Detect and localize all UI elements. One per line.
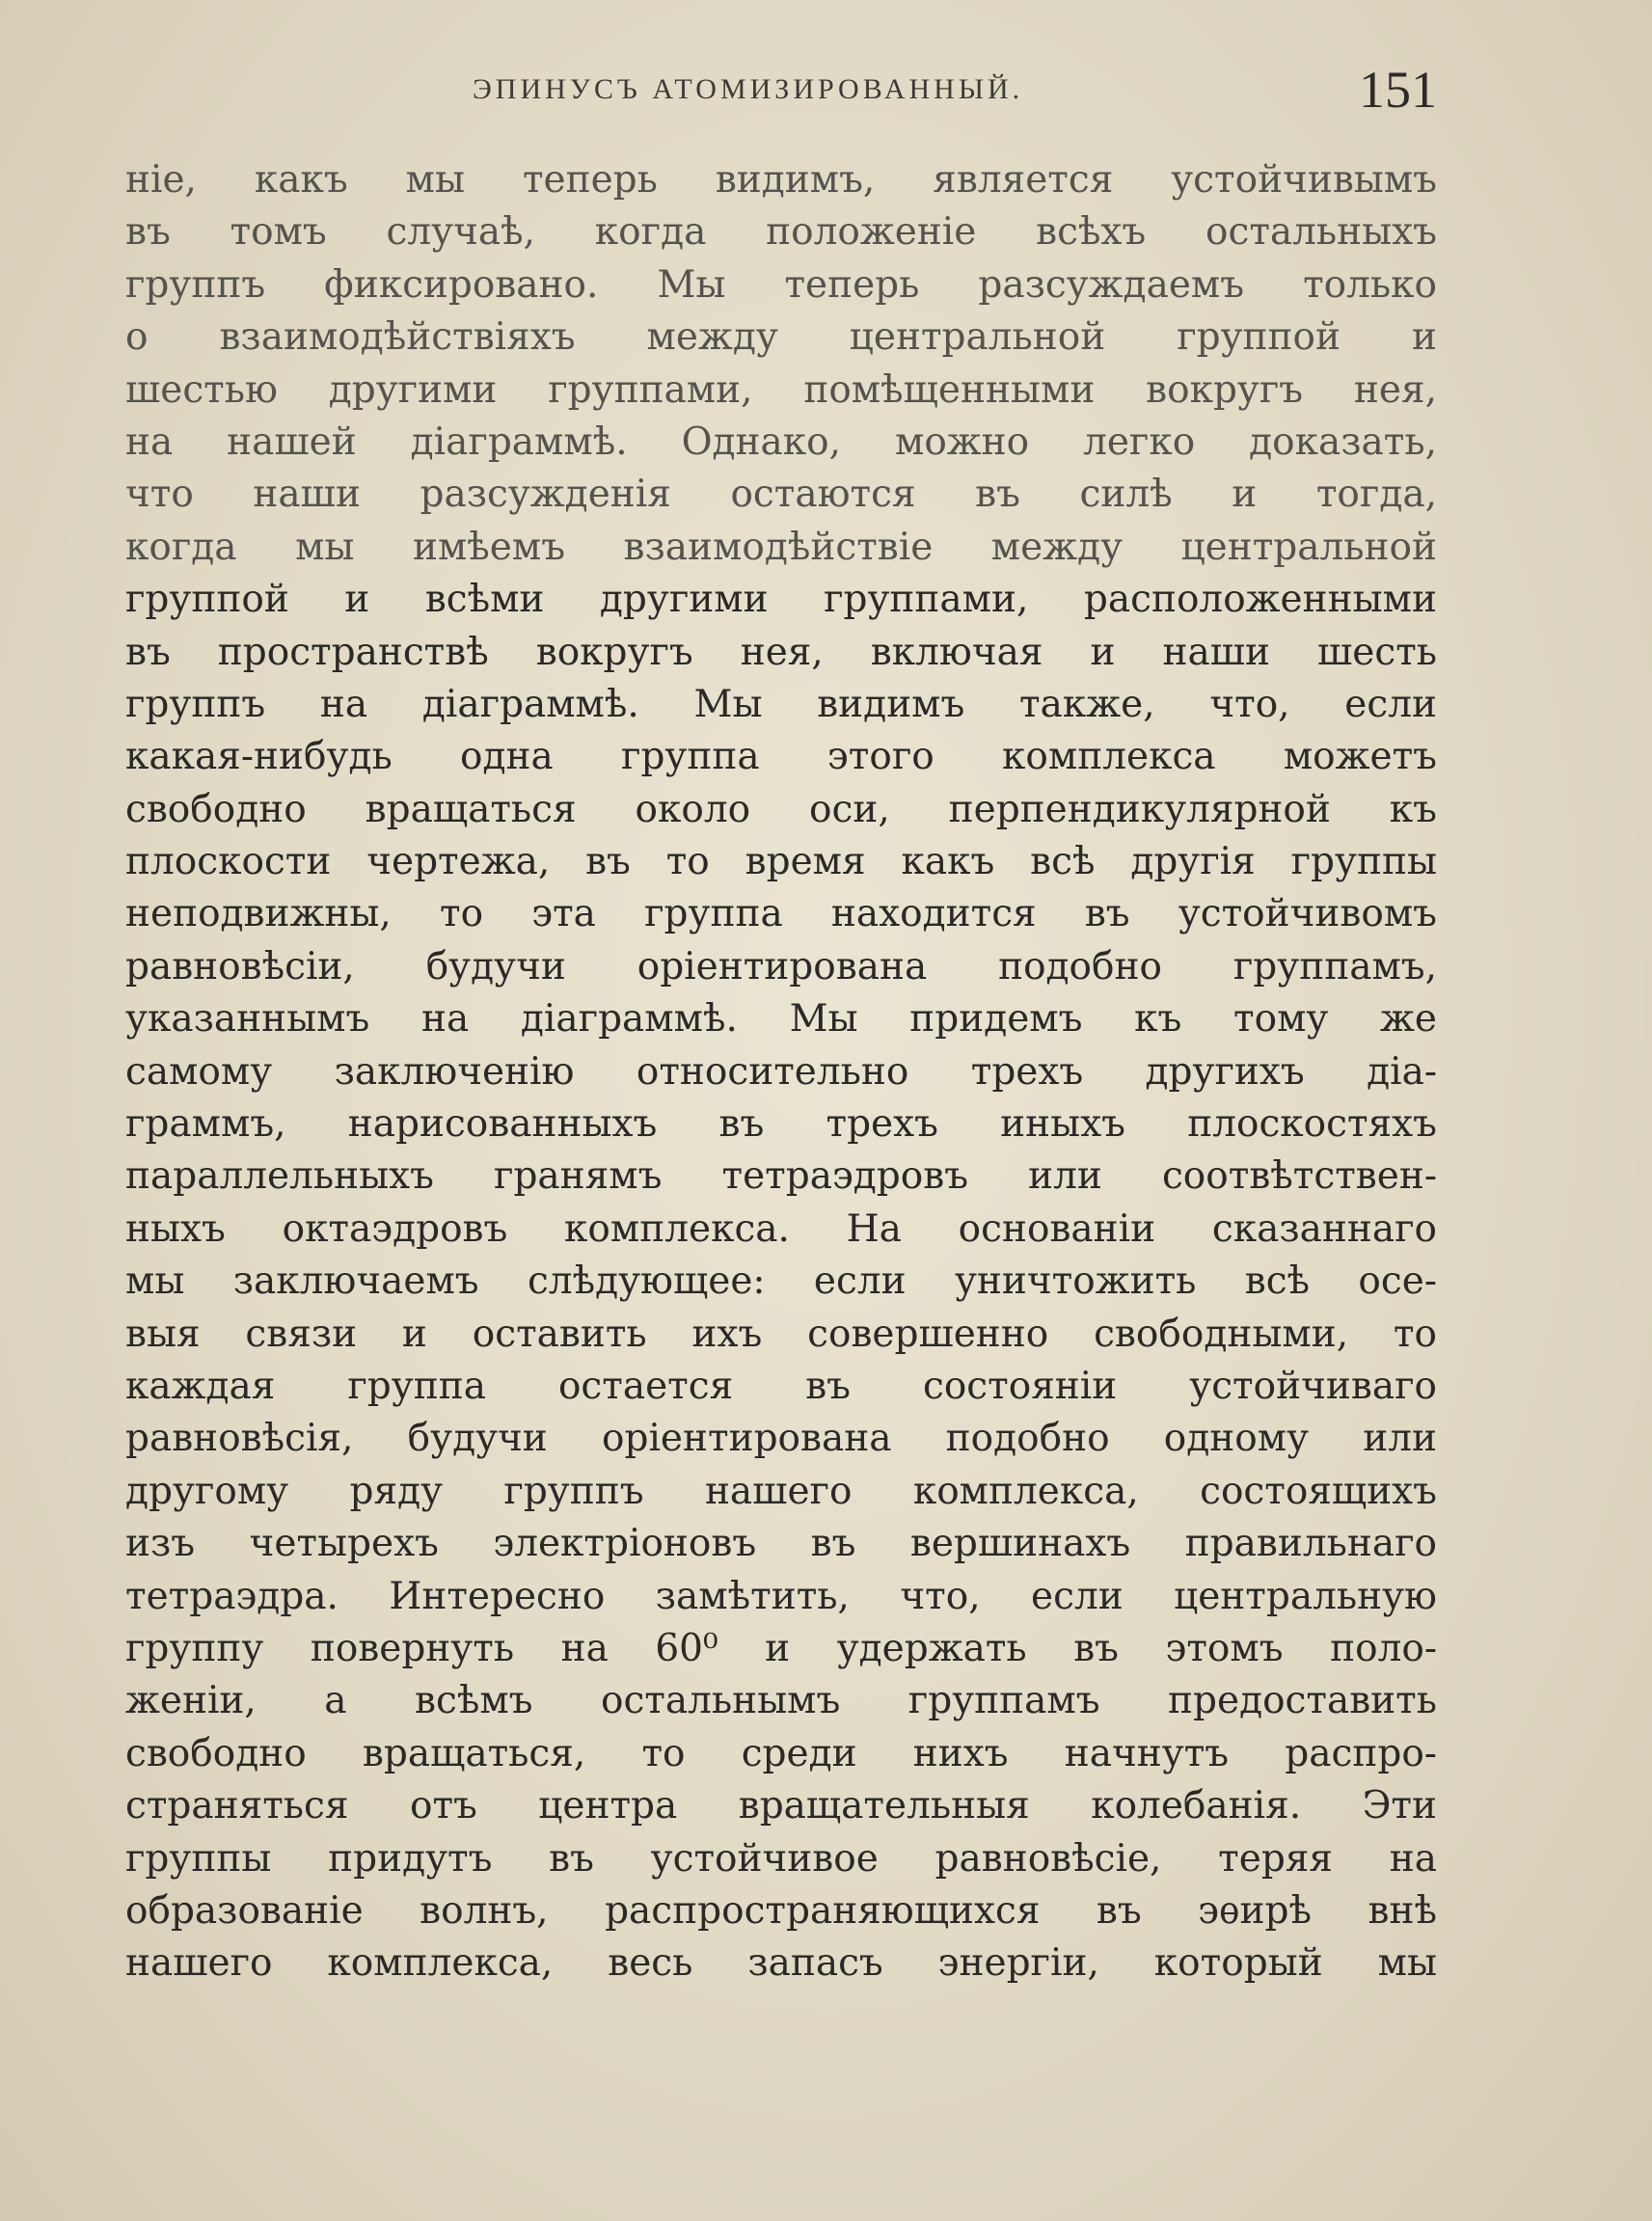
text-line: мы заключаемъ слѣдующее: если уничтожить всѣ осе-	[125, 1259, 1437, 1304]
text-line: ніе, какъ мы теперь видимъ, является устойчивымъ	[125, 158, 1437, 202]
text-line: образованіе волнъ, распространяющихся въ эѳирѣ внѣ	[125, 1888, 1437, 1933]
text-line: нашего комплекса, весь запасъ энергіи, который мы	[125, 1941, 1437, 1986]
text-line: въ томъ случаѣ, когда положеніе всѣхъ остальныхъ	[125, 210, 1437, 255]
text-line: выя связи и оставить ихъ совершенно свободными, то	[125, 1312, 1437, 1356]
text-line: что наши разсужденія остаются въ силѣ и тогда,	[125, 473, 1437, 517]
text-line: въ пространствѣ вокругъ нея, включая и наши шесть	[125, 630, 1437, 674]
text-line: шестью другими группами, помѣщенными вокругъ нея,	[125, 367, 1437, 412]
text-line: изъ четырехъ электріоновъ въ вершинахъ правильнаго	[125, 1522, 1437, 1566]
text-line: о взаимодѣйствіяхъ между центральной группой и	[125, 315, 1437, 360]
text-line: другому ряду группъ нашего комплекса, состоящихъ	[125, 1469, 1437, 1513]
text-line: страняться отъ центра вращательныя колебанія. Эти	[125, 1784, 1437, 1828]
page-number: 151	[1359, 61, 1437, 119]
running-head-title: ЭПИНУСЪ АТОМИЗИРОВАННЫЙ.	[473, 73, 1024, 105]
text-line: группъ фиксировано. Мы теперь разсуждаемъ только	[125, 262, 1437, 307]
text-line: группы придутъ въ устойчивое равновѣсіе, теряя на	[125, 1836, 1437, 1881]
text-line: равновѣсія, будучи оріентирована подобно одному или	[125, 1417, 1437, 1461]
text-line: на нашей діаграммѣ. Однако, можно легко доказать,	[125, 420, 1437, 464]
text-line: женіи, а всѣмъ остальнымъ группамъ предоставить	[125, 1679, 1437, 1723]
text-line: самому заключенію относительно трехъ другихъ діа-	[125, 1049, 1437, 1094]
running-head	[125, 60, 1437, 127]
text-line: параллельныхъ гранямъ тетраэдровъ или соотвѣтствен-	[125, 1154, 1437, 1199]
text-line: какая-нибудь одна группа этого комплекса можетъ	[125, 735, 1437, 779]
text-line: неподвижны, то эта группа находится въ устойчивомъ	[125, 892, 1437, 936]
text-line: группой и всѣми другими группами, расположенными	[125, 578, 1437, 622]
text-line: свободно вращаться, то среди нихъ начнутъ распро-	[125, 1731, 1437, 1775]
text-line: каждая группа остается въ состояніи устойчиваго	[125, 1364, 1437, 1408]
body-text	[125, 154, 1437, 1991]
text-line: группу повернуть на 60⁰ и удержать въ этомъ поло-	[125, 1626, 1437, 1670]
text-line: равновѣсіи, будучи оріентирована подобно группамъ,	[125, 944, 1437, 989]
text-line: тетраэдра. Интересно замѣтить, что, если центральную	[125, 1574, 1437, 1618]
text-line: граммъ, нарисованныхъ въ трехъ иныхъ плоскостяхъ	[125, 1102, 1437, 1147]
text-line: плоскости чертежа, въ то время какъ всѣ другія группы	[125, 840, 1437, 884]
text-line: когда мы имѣемъ взаимодѣйствіе между центральной	[125, 525, 1437, 569]
text-line: указаннымъ на діаграммѣ. Мы придемъ къ тому же	[125, 997, 1437, 1042]
text-line: группъ на діаграммѣ. Мы видимъ также, что, если	[125, 682, 1437, 726]
text-line: свободно вращаться около оси, перпендикулярной къ	[125, 787, 1437, 831]
text-line: ныхъ октаэдровъ комплекса. На основаніи сказаннаго	[125, 1206, 1437, 1251]
